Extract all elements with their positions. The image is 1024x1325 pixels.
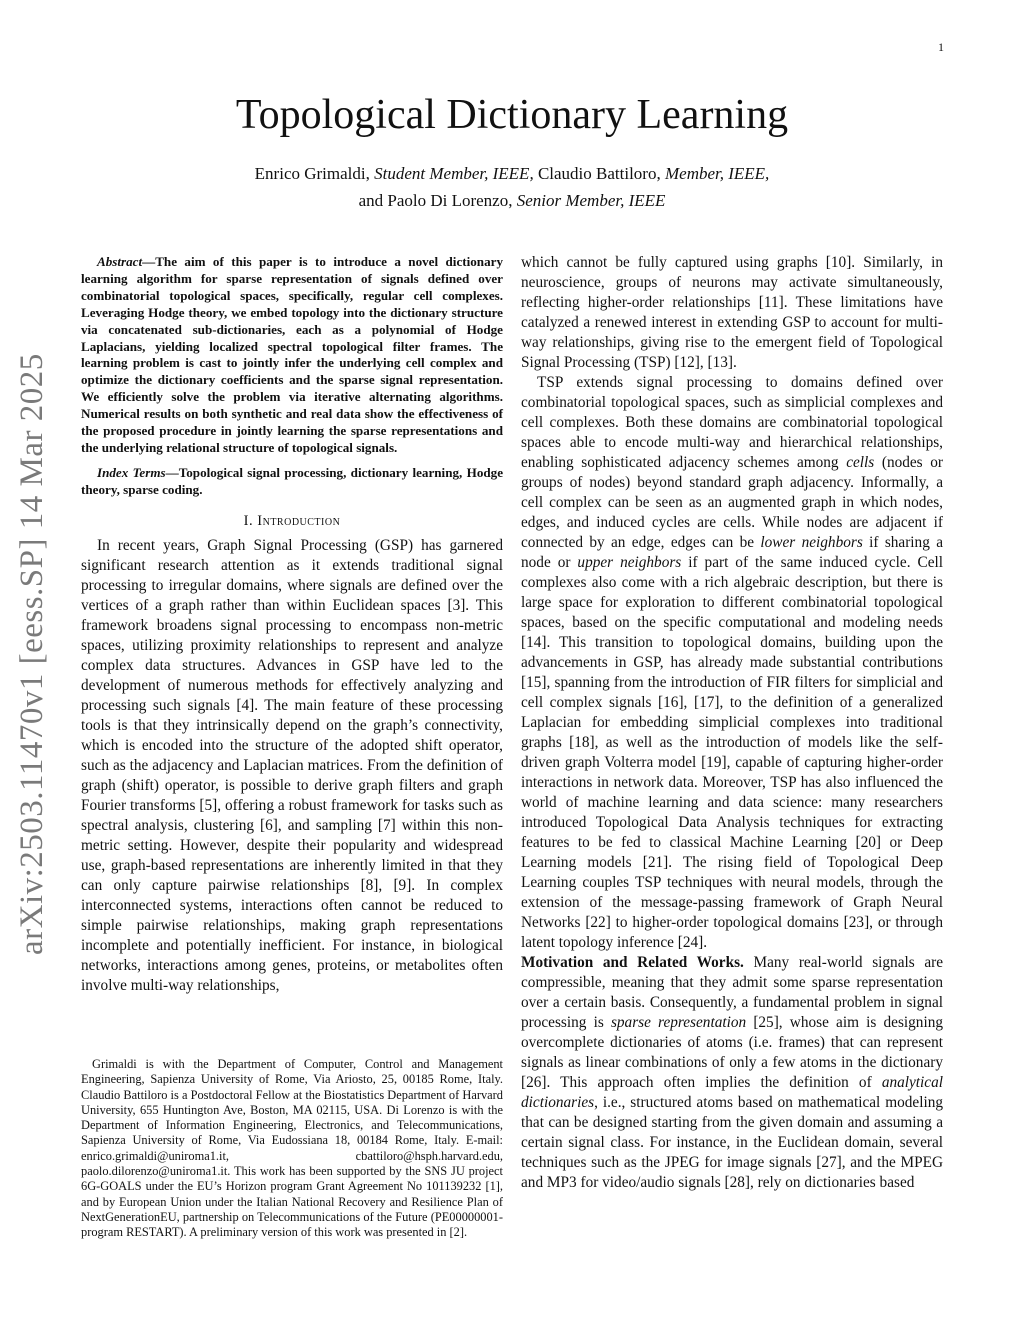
author-name: Enrico Grimaldi, [254,164,370,183]
paragraph-text: [25], whose aim is designing overcomplete dictionaries of atoms (i.e. frames) that can represent signals as linear combinations of only a few atoms in the dictionary [26]. This approach often implies the definition of [521,1014,943,1091]
paragraph-text: TSP extends signal processing to domains defined over combinatorial topological spaces, such as simplicial complexes and cell complexes. Both these domains are combinatorial topological spaces able to encode multi-way and hierarchical relationships, enabling sophisticated adjacency schemes among [521,374,943,471]
paragraph-text: (nodes or groups of nodes) beyond standard graph adjacency. Informally, a cell complex can be seen as an augmented graph in which nodes, edges, and induced cycles are cells. While nodes are adjacent if connected by an edge, edges can be [521,454,943,551]
emphasis-text: upper neighbors [577,554,682,571]
emphasis-text: analytical dictionaries [521,1074,943,1111]
paper-title: Topological Dictionary Learning [235,92,789,138]
paragraph-text: Many real-world signals are compressible, meaning that they admit some sparse representation over a certain basis. Consequently, a fundamental problem in signal processing is [521,954,943,1031]
section-heading-introduction [81,513,503,530]
paragraph-heading: Motivation and Related Works. [521,954,744,971]
intro-paragraph: In recent years, Graph Signal Processing (GSP) has garnered significant research attention as it extends traditional signal processing to irregular domains, where signals are defined over the vertices of a graph rather than within Euclidean spaces [3]. This framework broadens signal processing to encompass non-metric spaces, utilizing proximity relationships to represent and analyze complex data structures. Advances in GSP have led to the development of numerous methods for effectively analyzing and processing such signals [4]. The main feature of these processing tools is that they intrinsically depend on the graph’s connectivity, which is encoded into the structure of the adopted shift operator, such as the adjacency and Laplacian matrices. From the definition of graph (shift) operator, is possible to derive graph filters and graph Fourier transforms [5], offering a robust framework for tasks such as spectral analysis, clustering [6], and sampling [7] within this non-metric setting. However, despite their popularity and widespread use, graph-based representations are inherently limited in that they can only capture pairwise relationships [8], [9]. In complex interconnected systems, interactions often cannot be reduced to simple pairwise relationships, making graph representations incomplete and potentially inefficient. For instance, in biological networks, interactions among genes, proteins, or metabolites often involve multi-way relationships, [81,536,503,994]
arxiv-identifier-stamp: arXiv:2503.11470v1 [eess.SP] 14 Mar 2025 [14,353,50,955]
section-number: I. [243,512,258,529]
author-name: Claudio Battiloro, [537,164,661,183]
left-column [81,254,503,996]
author-list [0,160,1024,214]
abstract-label: Abstract [97,254,143,269]
section-title: Introduction [257,512,341,529]
author-line-1 [0,160,1024,187]
motivation-paragraph [521,953,943,1193]
author-affiliation-footnote: Grimaldi is with the Department of Computer, Control and Management Engineering, Sapienza University of Rome, Via Ariosto, 25, 00185 Rome, Italy. Claudio Battiloro is a Postdoctoral Fellow at the Biostatistics Department of Harvard University, 655 Huntington Ave, Boston, MA 02115, USA. Di Lorenzo is with the Department of Information Engineering, Electronics, and Telecommunications, Sapienza University of Rome, Via Eudossiana 18, 00184 Rome, Italy. E-mail: enrico.grimaldi@uniroma1.it, cbattiloro@hsph.harvard.edu, paolo.dilorenzo@uniroma1.it. This work has been supported by the SNS JU project 6G-GOALS under the EU’s Horizon program Grant Agreement No 101139232 [1], and by European Union under the Italian National Recovery and Resilience Plan of NextGenerationEU, partnership on Telecommunications of the Future (PE00000001- program RESTART). A preliminary version of this work was presented in [2]. [81,1057,503,1240]
emphasis-text: lower neighbors [760,534,863,551]
emphasis-text: sparse representation [610,1014,747,1031]
index-terms-text: —Topological signal processing, dictionary learning, Hodge theory, sparse coding. [81,464,504,497]
abstract [81,254,503,457]
author-affiliation-role: Senior Member, IEEE [516,191,666,210]
paragraph-text: , i.e., structured atoms based on mathematical modeling that can be designed starting from the given domain and assuming a certain signal class. For instance, in the Euclidean domain, several techniques such as the JPEG for image signals [27], and the MPEG and MP3 for video/audio signals [28], rely on dictionaries based [521,1094,943,1191]
right-column [521,253,943,1193]
index-terms [81,465,503,499]
page-number: 1 [938,40,944,54]
author-name: and Paolo Di Lorenzo, [358,191,513,210]
emphasis-text: cells [846,454,875,471]
author-affiliation-role: Member, IEEE, [664,164,770,183]
author-line-2 [0,187,1024,214]
author-affiliation-role: Student Member, IEEE, [374,164,534,183]
paragraph-text: if sharing a node or [521,534,944,571]
abstract-text: —The aim of this paper is to introduce a novel dictionary learning algorithm for sparse representation of signals defined over combinatorial topological spaces, specifically, regular cell complexes. Leveraging Hodge theory, we embed topology into the dictionary structure via concatenated sub-dictionaries, each as a polynomial of Hodge Laplacians, yielding localized spectral topological filter frames. The learning problem is cast to jointly infer the underlying cell complex and optimize the dictionary coefficients and the sparse signal representation. We efficiently solve the problem via iterative alternating algorithms. Numerical results on both synthetic and real data show the effectiveness of the proposed procedure in jointly learning the sparse representations and the underlying relational structure of topological signals. [81,254,503,455]
continued-paragraph: which cannot be fully captured using graphs [10]. Similarly, in neuroscience, groups of neurons may activate simultaneously, reflecting higher-order relationships [11]. These limitations have catalyzed a renewed interest in extending GSP to account for multi-way relationships, giving rise to the emergent field of Topological Signal Processing (TSP) [12], [13]. [521,254,943,371]
paragraph-text: if part of the same induced cycle. Cell complexes also come with a rich algebraic description, but there is large space for exploration to different combinatorial topological spaces, based on the specific computational and modeling needs [14]. This transition to topological domains, building upon the advancements in GSP, has already made substantial contributions [15], spanning from the introduction of FIR filters for simplicial and cell complex signals [16], [17], to the definition of a generalized Laplacian for embedding simplicial complexes into traditional graphs [18], as well as the introduction of models like the self-driven graph Volterra model [19], capable of capturing higher-order interactions in network data. Moreover, TSP has also influenced the world of machine learning and data science: many researchers introduced Topological Data Analysis techniques for extracting features to be fed to classical Machine Learning [20] or Deep Learning models [21]. The rising field of Topological Deep Learning couples TSP techniques with neural models, through the extension of the message-passing framework of Graph Neural Networks [22] to higher-order topological domains [23], or through latent topology inference [24]. [521,554,943,951]
index-terms-label: Index Terms [97,464,166,480]
tsp-paragraph [521,373,943,953]
